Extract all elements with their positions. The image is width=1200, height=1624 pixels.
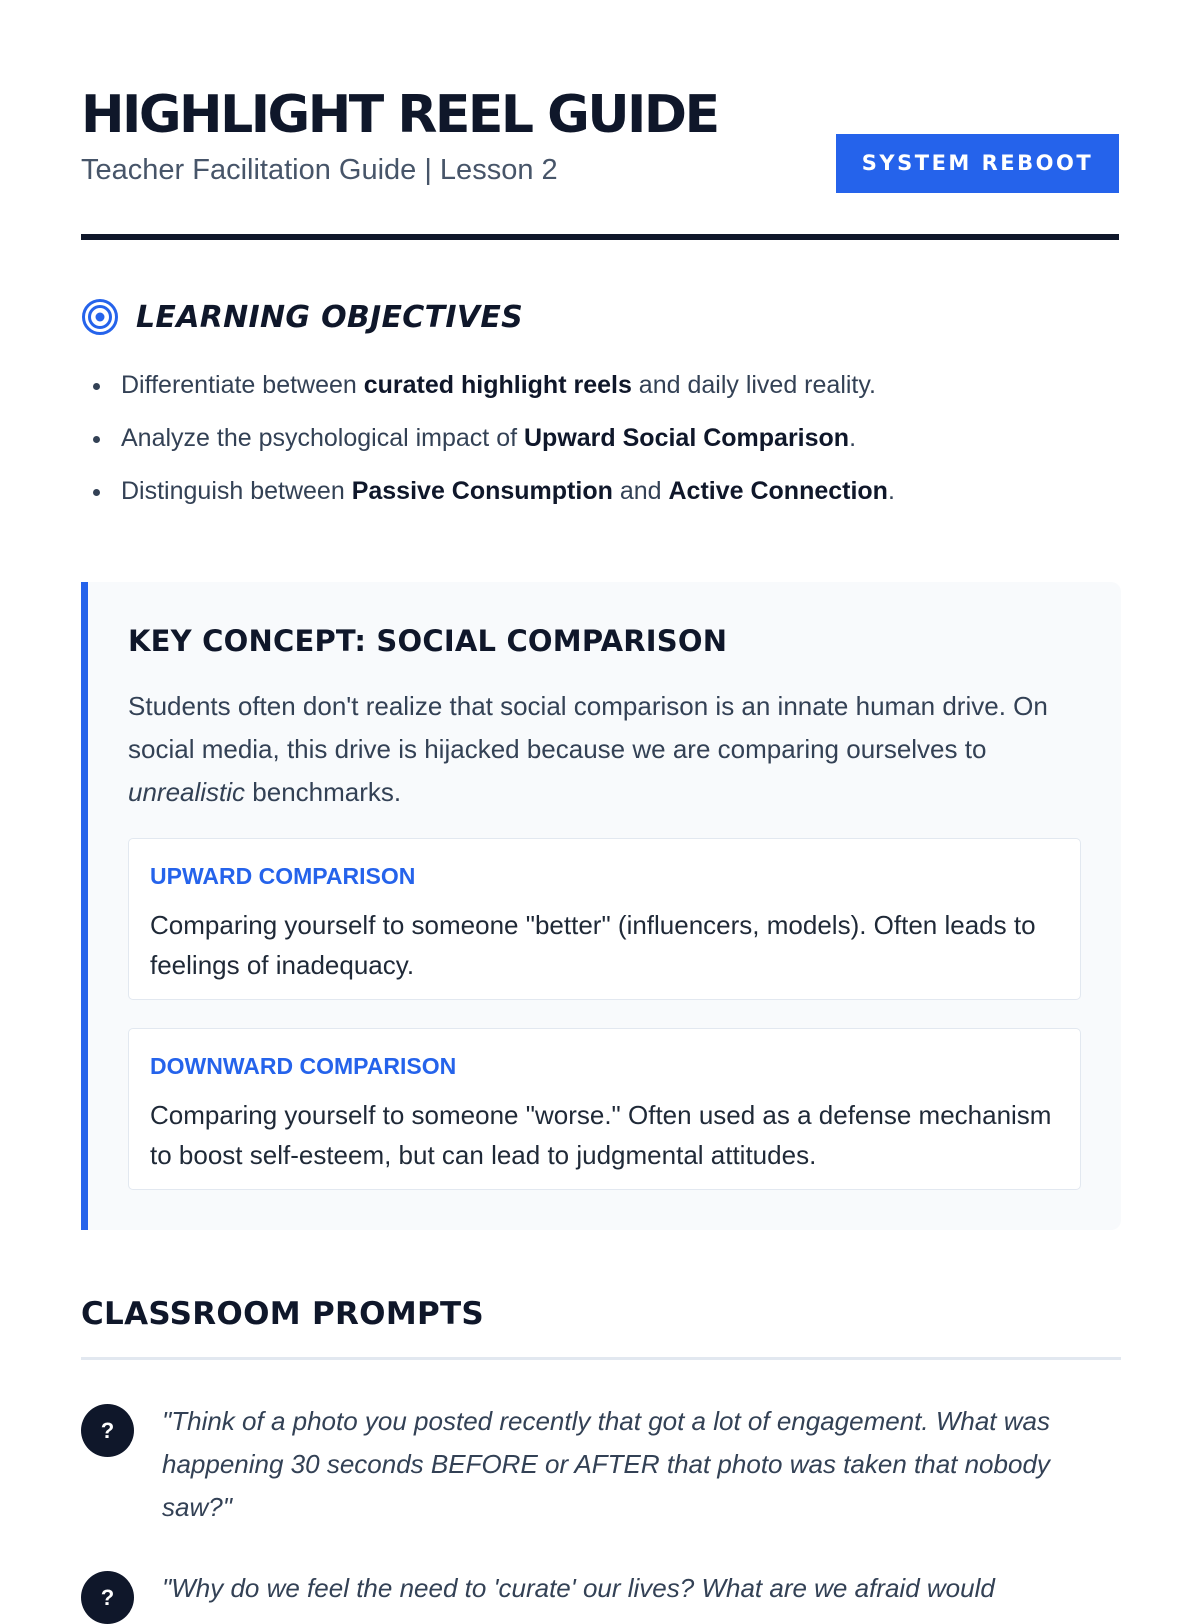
upward-comparison-card — [128, 838, 1081, 1000]
question-icon: ? — [81, 1571, 134, 1624]
page-title: HIGHLIGHT REEL GUIDE — [81, 85, 718, 145]
objective-item: Differentiate between curated highlight reels and daily lived reality. — [81, 370, 1121, 423]
downward-comparison-card — [128, 1028, 1081, 1190]
card-body: Comparing yourself to someone "better" (influencers, models). Often leads to feelings of inadequacy. — [150, 910, 1036, 980]
key-concept-body: Students often don't realize that social comparison is an innate human drive. On social media, this drive is hijacked because we are comparing ourselves to unrealistic benchmarks. — [128, 691, 1048, 807]
card-title: UPWARD COMPARISON — [150, 863, 416, 889]
prompt-text: "Why do we feel the need to 'curate' our lives? What are we afraid would — [162, 1573, 995, 1603]
target-icon — [81, 298, 119, 336]
objective-item: Analyze the psychological impact of Upward Social Comparison. — [81, 423, 1121, 476]
card-title: DOWNWARD COMPARISON — [150, 1053, 457, 1079]
key-concept-title: KEY CONCEPT: SOCIAL COMPARISON — [128, 624, 728, 658]
page-subtitle: Teacher Facilitation Guide | Lesson 2 — [81, 154, 558, 186]
question-icon: ? — [81, 1404, 134, 1457]
page-header — [81, 0, 1119, 240]
objectives-list — [81, 370, 1121, 529]
objective-item: Distinguish between Passive Consumption and Active Connection. — [81, 476, 1121, 529]
key-concept-panel — [81, 582, 1121, 1230]
learning-objectives-title: LEARNING OBJECTIVES — [136, 299, 524, 335]
card-body: Comparing yourself to someone "worse." Often used as a defense mechanism to boost self-esteem, but can lead to judgmental attitudes. — [150, 1100, 1052, 1170]
system-reboot-badge: SYSTEM REBOOT — [836, 134, 1119, 193]
section-divider — [81, 1357, 1121, 1360]
classroom-prompts-title: CLASSROOM PROMPTS — [81, 1296, 485, 1332]
learning-objectives-heading — [81, 292, 523, 342]
prompt-text: "Think of a photo you posted recently that got a lot of engagement. What was happening 30 seconds BEFORE or AFTER that photo was taken that nobody saw?" — [162, 1406, 1050, 1522]
